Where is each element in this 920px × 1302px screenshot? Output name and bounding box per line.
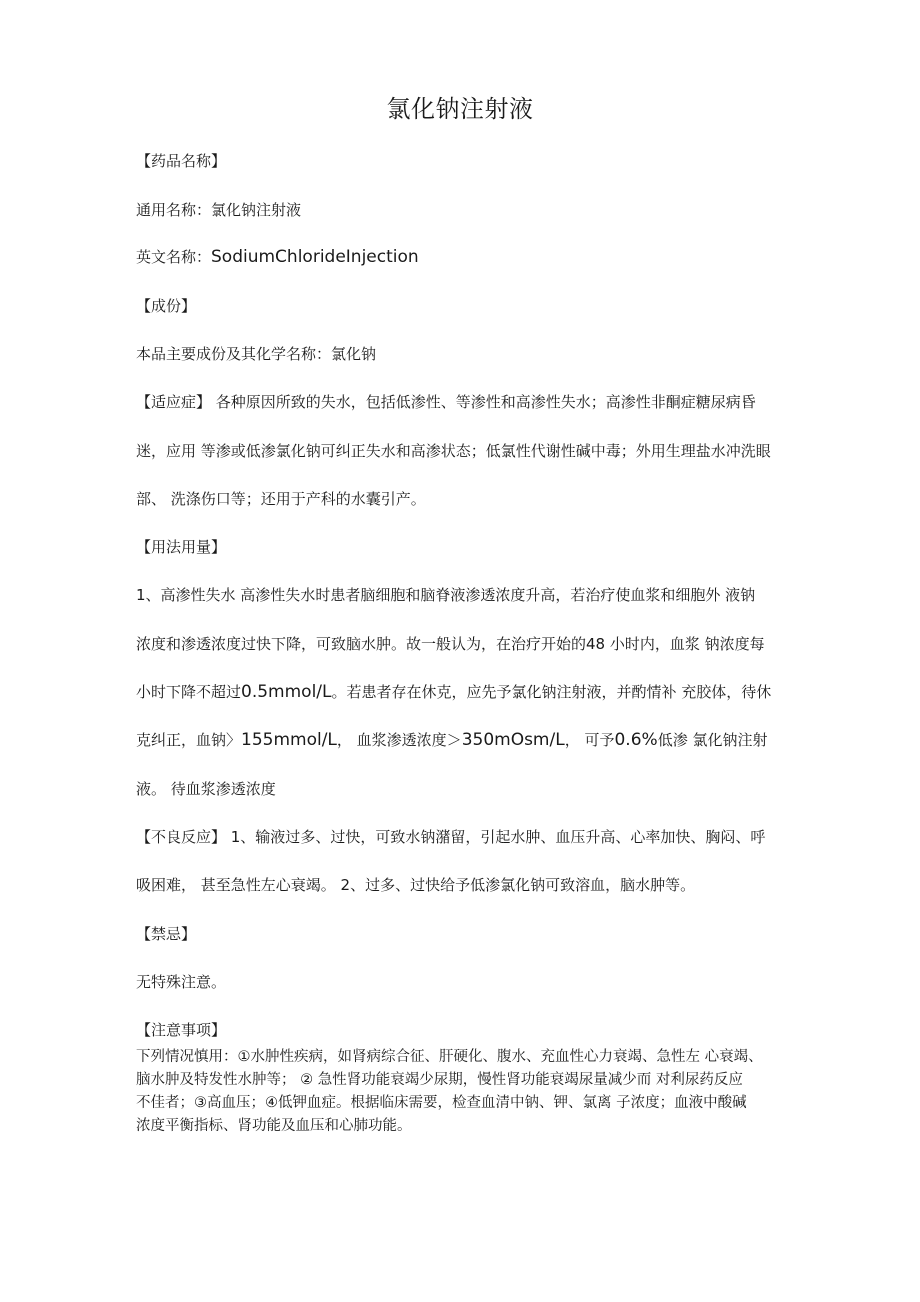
contraindications-text: 无特殊注意。 (136, 973, 227, 991)
dosage-line (136, 681, 771, 703)
dosage-line (136, 729, 767, 751)
dosage-text: 。若患者存在休克，应先予氯化钠注射液，并酌情补 充胶体，待休 (331, 683, 772, 701)
english-name-value: SodiumChlorideInjection (211, 247, 419, 267)
precautions-line: 脑水肿及特发性水肿等； ② 急性肾功能衰竭少尿期，慢性肾功能衰竭尿量减少而 对利尿药反应 (136, 1072, 743, 1088)
dosage-line: 1、高渗性失水 高渗性失水时患者脑细胞和脑脊液渗透浓度升高，若治疗使血浆和细胞外 液钠 (136, 586, 756, 604)
dosage-text: ， 血浆渗透浓度＞ (336, 731, 462, 749)
indications-line: 迷，应用 等渗或低渗氯化钠可纠正失水和高渗状态；低氯性代谢性碱中毒；外用生理盐水冲洗眼 (136, 442, 771, 460)
english-name (136, 246, 419, 268)
indications-line: 部、 洗涤伤口等；还用于产科的水囊引产。 (136, 490, 426, 508)
precautions-header: 【注意事项】 (136, 1021, 227, 1039)
document-title: 氯化钠注射液 (386, 95, 534, 123)
composition-text: 本品主要成份及其化学名称：氯化钠 (136, 345, 377, 363)
dosage-text: 小时下降不超过 (136, 683, 242, 701)
dosage-text: 克纠正，血钠〉 (136, 731, 242, 749)
dosage-value: 0.6% (614, 730, 658, 750)
dosage-value: 0.5mmol/L (241, 682, 332, 702)
dosage-text: 低渗 氯化钠注射 (657, 731, 768, 749)
composition-header: 【成份】 (136, 297, 197, 315)
dosage-text: ， 可予 (564, 731, 615, 749)
precautions-line: 不佳者；③高血压；④低钾血症。根据临床需要，检查血清中钠、钾、氯离 子浓度；血液中酸碱 (136, 1095, 747, 1111)
dosage-line: 浓度和渗透浓度过快下降，可致脑水肿。故一般认为，在治疗开始的48 小时内，血浆 钠浓度每 (136, 635, 765, 653)
english-name-label: 英文名称： (136, 248, 212, 266)
precautions-line: 浓度平衡指标、肾功能及血压和心肺功能。 (136, 1118, 412, 1134)
adverse-line: 【不良反应】 1、输液过多、过快，可致水钠潴留，引起水肿、血压升高、心率加快、胸闷、呼 (136, 828, 766, 846)
generic-name: 通用名称：氯化钠注射液 (136, 201, 302, 219)
drug-name-header: 【药品名称】 (136, 152, 227, 170)
indications-line: 【适应症】 各种原因所致的失水，包括低渗性、等渗性和高渗性失水；高渗性非酮症糖尿病昏 (136, 393, 756, 411)
dosage-line: 液。 待血浆渗透浓度 (136, 780, 276, 798)
dosage-value: 155mmol/L (241, 730, 337, 750)
contraindications-header: 【禁忌】 (136, 925, 197, 943)
dosage-header: 【用法用量】 (136, 538, 227, 556)
adverse-line: 吸困难， 甚至急性左心衰竭。 2、过多、过快给予低渗氯化钠可致溶血，脑水肿等。 (136, 876, 696, 894)
dosage-value: 350mOsm/L (461, 730, 565, 750)
precautions-line: 下列情况慎用：①水肿性疾病，如肾病综合征、肝硬化、腹水、充血性心力衰竭、急性左 心衰竭、 (136, 1049, 763, 1065)
